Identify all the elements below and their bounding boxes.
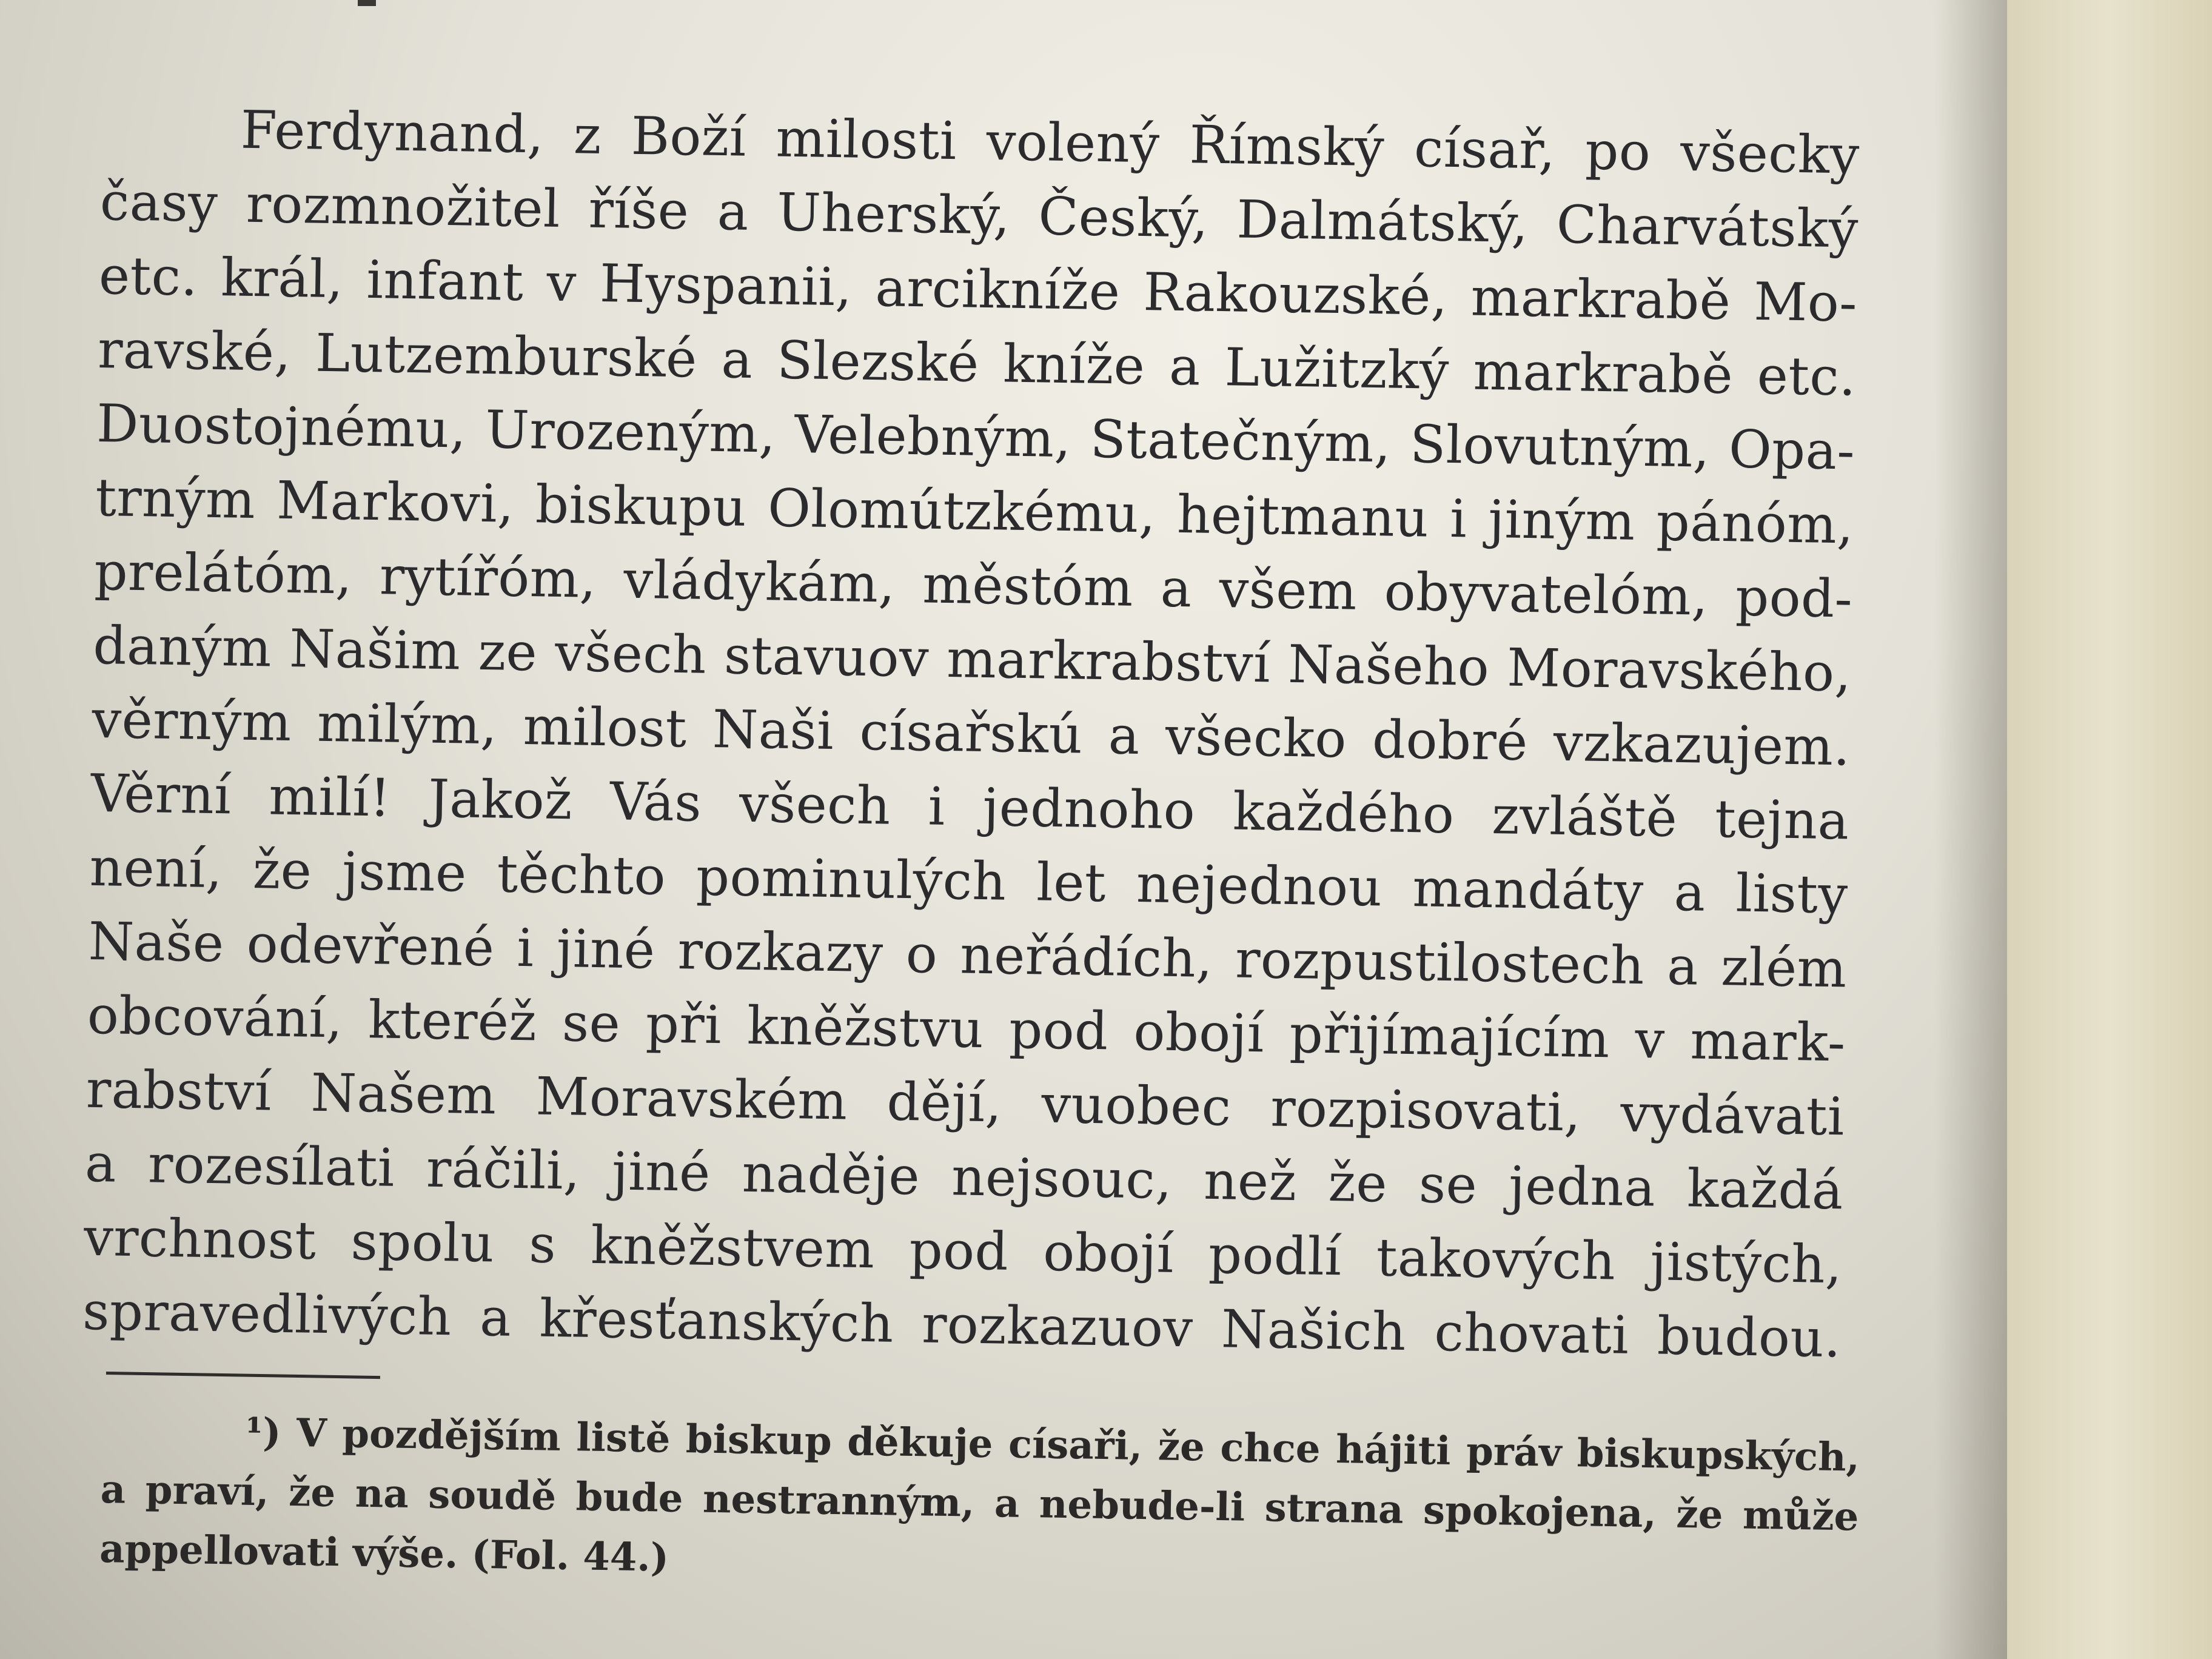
text-line: věrným milým, milost Naši císařskú a všecko dobré vzkazujem. (91, 689, 1851, 778)
footnote-line: ¹) V pozdějším listě biskup děkuje císaři, že chce hájiti práv biskupských, (245, 1409, 1860, 1481)
text-line: ravské, Lutzemburské a Slezské kníže a Lužitzký markrabě etc. (97, 319, 1857, 408)
text-line: a rozesílati ráčili, jiné naděje nejsouc, než že se jedna každá (84, 1133, 1844, 1222)
top-ink-mark (358, 0, 376, 6)
text-line: Naše odevřené i jiné rozkazy o neřádích, rozpustilostech a zlém (88, 911, 1848, 1000)
text-line: vrchnost spolu s kněžstvem pod obojí podlí takových jistých, (83, 1207, 1843, 1296)
text-line: Věrní milí! Jakož Vás všech i jednoho každého zvláště tejna (90, 763, 1850, 852)
text-line: rabství Našem Moravském dějí, vuobec rozpisovati, vydávati (85, 1059, 1845, 1148)
footnote-block (99, 1401, 1860, 1607)
text-line: prelátóm, rytířóm, vládykám, městóm a všem obyvatelóm, pod- (93, 541, 1853, 630)
main-text-block (82, 91, 1860, 1376)
footnote-line: a praví, že na soudě bude nestranným, a nebude-li strana spokojena, že může (100, 1466, 1859, 1540)
text-line: Duostojnému, Urozeným, Velebným, Statečným, Slovutným, Opa- (96, 393, 1855, 482)
text-line: obcování, kteréž se při kněžstvu pod obojí přijímajícím v mark- (87, 985, 1846, 1074)
text-line: trným Markovi, biskupu Olomútzkému, hejtmanu i jiným pánóm, (95, 467, 1854, 556)
text-line: časy rozmnožitel říše a Uherský, Český, Dalmátský, Charvátský (99, 171, 1859, 260)
text-line: není, že jsme těchto pominulých let nejednou mandáty a listy (89, 837, 1849, 926)
footnote-separator-rule (106, 1372, 380, 1379)
text-line: daným Našim ze všech stavuov markrabství Našeho Moravského, (92, 615, 1852, 704)
footnote-line: appellovati výše. (Fol. 44.) (99, 1526, 669, 1581)
text-line: etc. král, infant v Hyspanii, arcikníže Rakouzské, markrabě Mo- (98, 245, 1858, 334)
text-line: spravedlivých a křesťanských rozkazuov Našich chovati budou. (82, 1281, 1842, 1370)
text-line: Ferdynand, z Boží milosti volený Římský císař, po všecky (240, 99, 1860, 186)
